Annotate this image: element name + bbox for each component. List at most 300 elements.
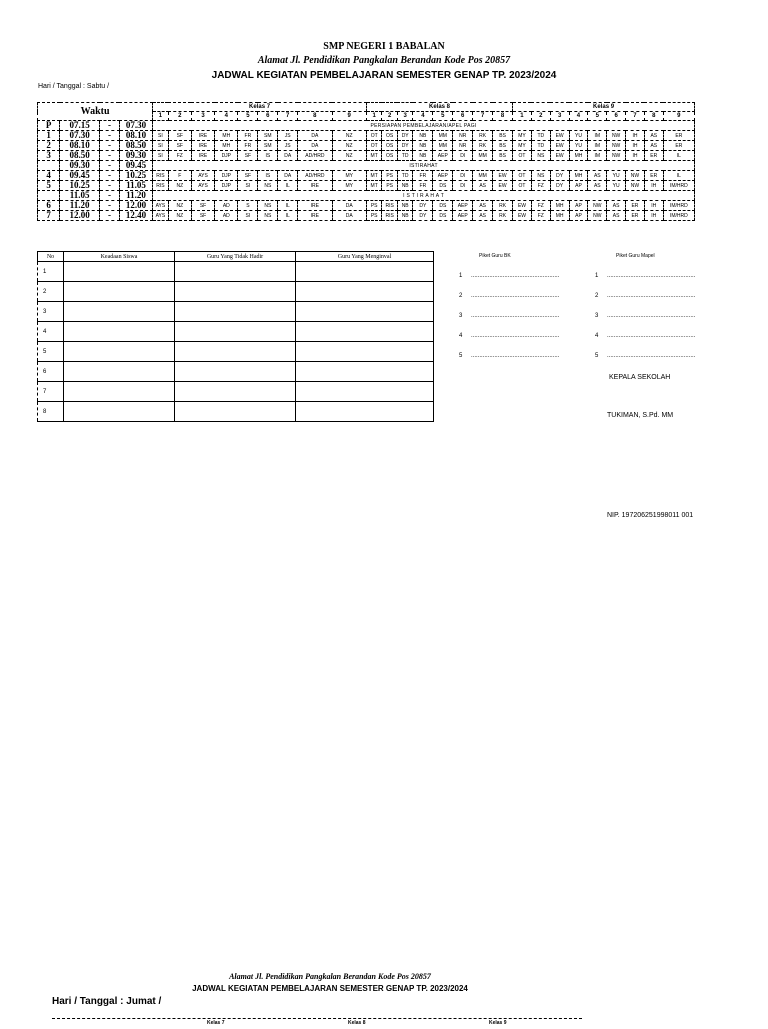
teacher-code-cell: IM (588, 151, 607, 161)
teacher-code-cell: DJP (215, 151, 238, 161)
absence-blank-cell (296, 322, 434, 342)
teacher-code-cell: DY (397, 141, 413, 151)
teacher-code-cell: IS (258, 151, 278, 161)
time-end: 09.30 (119, 151, 152, 161)
teacher-code-cell: NR (453, 131, 473, 141)
teacher-code-cell: IH (644, 181, 663, 191)
teacher-code-cell: MM (473, 151, 493, 161)
time-start: 11.05 (60, 191, 100, 201)
time-end: 11.05 (119, 181, 152, 191)
teacher-code-cell: NW (607, 151, 626, 161)
teacher-code-cell: ER (663, 131, 694, 141)
teacher-code-cell: IH (644, 211, 663, 221)
time-end: 11.20 (119, 191, 152, 201)
piket-bk-title: Piket Guru BK (479, 253, 511, 259)
piket-mapel-line-number: 3 (595, 313, 599, 319)
teacher-code-cell: IS (258, 171, 278, 181)
teacher-code-cell: IM/HRD (663, 201, 694, 211)
teacher-code-cell: NB (413, 131, 433, 141)
schedule-row (38, 141, 695, 151)
teacher-code-cell: RIS (153, 171, 169, 181)
page2-title: JADWAL KEGIATAN PEMBELAJARAN SEMESTER GENAP TP. 2023/2024 (192, 984, 468, 993)
teacher-code-cell: ER (644, 151, 663, 161)
class-group-header: Kelas 9 (513, 103, 695, 112)
teacher-code-cell: DI (453, 181, 473, 191)
time-start: 09.45 (60, 171, 100, 181)
teacher-code-cell: RIS (382, 211, 398, 221)
class-number: 9 (332, 112, 366, 121)
piket-mapel-title: Piket Guru Mapel (616, 253, 655, 259)
teacher-code-cell: NW (626, 171, 645, 181)
absence-row (38, 382, 434, 402)
teacher-code-cell: FZ (531, 201, 550, 211)
teacher-code-cell: MY (513, 141, 532, 151)
teacher-code-cell: DA (332, 211, 366, 221)
teacher-code-cell: TD (531, 131, 550, 141)
piket-mapel-line-dots: ..................................................... (607, 333, 696, 339)
teacher-code-cell: DY (413, 201, 433, 211)
teacher-code-cell: ER (626, 211, 645, 221)
teacher-code-cell: IH (626, 131, 645, 141)
teacher-code-cell: AP (569, 201, 588, 211)
absence-blank-cell (175, 262, 296, 282)
teacher-code-cell: SM (258, 141, 278, 151)
time-separator: - (100, 211, 120, 221)
schedule-row (38, 171, 695, 181)
schedule-row (38, 131, 695, 141)
teacher-code-cell: FZ (531, 181, 550, 191)
teacher-code-cell: SI (238, 181, 258, 191)
teacher-code-cell: OT (366, 131, 382, 141)
principal-name: TUKIMAN, S.Pd. MM (607, 412, 674, 419)
absence-row-number: 2 (38, 282, 64, 302)
teacher-code-cell: NB (413, 141, 433, 151)
teacher-code-cell: DI (453, 171, 473, 181)
teacher-code-cell: JS (278, 141, 298, 151)
teacher-code-cell: AS (473, 201, 493, 211)
class-number: 7 (278, 112, 298, 121)
page2-kelas-7: Kelas 7 (207, 1020, 225, 1026)
teacher-code-cell: EW (513, 201, 532, 211)
class-number: 3 (191, 112, 214, 121)
teacher-code-cell: MT (366, 181, 382, 191)
teacher-code-cell: IH (626, 151, 645, 161)
teacher-code-cell: AYS (191, 171, 214, 181)
teacher-code-cell: IRE (191, 131, 214, 141)
piket-mapel-line-dots: ..................................................... (607, 313, 696, 319)
teacher-code-cell: IRE (298, 211, 332, 221)
class-number: 3 (397, 112, 413, 121)
waktu-header: Waktu (38, 103, 153, 121)
teacher-code-cell: NZ (168, 181, 191, 191)
class-number: 7 (473, 112, 493, 121)
teacher-code-cell: JS (278, 131, 298, 141)
time-start: 08.50 (60, 151, 100, 161)
absence-blank-cell (296, 382, 434, 402)
teacher-code-cell: AD/HRD (298, 171, 332, 181)
teacher-code-cell: DY (550, 181, 569, 191)
teacher-code-cell: NS (258, 181, 278, 191)
teacher-code-cell: MH (569, 151, 588, 161)
time-separator: - (100, 171, 120, 181)
teacher-code-cell: OT (513, 151, 532, 161)
teacher-code-cell: AS (607, 211, 626, 221)
teacher-code-cell: IRE (298, 201, 332, 211)
time-start: 07.30 (60, 131, 100, 141)
teacher-code-cell: SI (238, 211, 258, 221)
piket-bk-line-dots: ..................................................... (471, 313, 560, 319)
teacher-code-cell: MH (215, 131, 238, 141)
teacher-code-cell: S (238, 201, 258, 211)
teacher-code-cell: OT (366, 141, 382, 151)
time-start: 10.25 (60, 181, 100, 191)
teacher-code-cell: MM (433, 131, 453, 141)
period-number: 2 (38, 141, 60, 151)
teacher-code-cell: PS (382, 181, 398, 191)
piket-mapel-line-number: 4 (595, 333, 599, 339)
class-number: 3 (550, 112, 569, 121)
time-separator: - (100, 121, 120, 131)
teacher-code-cell: NW (607, 131, 626, 141)
teacher-code-cell: NW (607, 141, 626, 151)
teacher-code-cell: NW (588, 201, 607, 211)
teacher-code-cell: ER (663, 141, 694, 151)
absence-header: Keadaan Siswa (64, 252, 175, 262)
absence-blank-cell (64, 262, 175, 282)
time-end: 12.00 (119, 201, 152, 211)
teacher-code-cell: PS (366, 211, 382, 221)
piket-bk-line-dots: ..................................................... (471, 333, 560, 339)
teacher-code-cell: RK (493, 201, 513, 211)
piket-mapel-line-dots: ..................................................... (607, 293, 696, 299)
teacher-code-cell: FZ (168, 151, 191, 161)
absence-row (38, 322, 434, 342)
period-number: 3 (38, 151, 60, 161)
schedule-table (37, 102, 695, 221)
absence-header: Guru Yang Tidak Hadir (175, 252, 296, 262)
period-number: 6 (38, 201, 60, 211)
teacher-code-cell: NS (531, 151, 550, 161)
piket-mapel-line-number: 1 (595, 273, 599, 279)
teacher-code-cell: IH (644, 201, 663, 211)
teacher-code-cell: YU (607, 181, 626, 191)
teacher-code-cell: RIS (153, 181, 169, 191)
teacher-code-cell: YU (569, 141, 588, 151)
teacher-code-cell: AP (569, 181, 588, 191)
teacher-code-cell: NR (453, 141, 473, 151)
time-separator: - (100, 201, 120, 211)
teacher-code-cell: SM (258, 131, 278, 141)
schedule-row (38, 151, 695, 161)
absence-blank-cell (296, 402, 434, 422)
time-start: 11.20 (60, 201, 100, 211)
activity-banner: I S T I R A H A T (153, 191, 695, 201)
piket-bk-line-number: 5 (459, 353, 463, 359)
class-number: 8 (298, 112, 332, 121)
absence-row (38, 402, 434, 422)
teacher-code-cell: DS (433, 211, 453, 221)
absence-row-number: 6 (38, 362, 64, 382)
teacher-code-cell: AEP (433, 151, 453, 161)
time-start: 07.15 (60, 121, 100, 131)
class-number: 5 (588, 112, 607, 121)
teacher-code-cell: F (168, 171, 191, 181)
schedule-row (38, 161, 695, 171)
page2-hari-tanggal: Hari / Tanggal : Jumat / (52, 996, 162, 1007)
teacher-code-cell: MT (366, 151, 382, 161)
piket-bk-line-number: 3 (459, 313, 463, 319)
absence-blank-cell (296, 262, 434, 282)
principal-nip: NIP. 197206251998011 001 (607, 512, 694, 519)
teacher-code-cell: AS (644, 141, 663, 151)
class-number: 8 (493, 112, 513, 121)
teacher-code-cell: YU (607, 171, 626, 181)
absence-blank-cell (64, 322, 175, 342)
period-number (38, 191, 60, 201)
teacher-code-cell: NS (258, 201, 278, 211)
teacher-code-cell: MM (473, 171, 493, 181)
absence-blank-cell (175, 322, 296, 342)
absence-blank-cell (175, 282, 296, 302)
absence-blank-cell (175, 342, 296, 362)
teacher-code-cell: FR (413, 181, 433, 191)
teacher-code-cell: TD (531, 141, 550, 151)
absence-blank-cell (175, 402, 296, 422)
class-number: 2 (382, 112, 398, 121)
teacher-code-cell: IRE (191, 151, 214, 161)
class-number: 5 (238, 112, 258, 121)
absence-row-number: 8 (38, 402, 64, 422)
piket-bk-line-number: 4 (459, 333, 463, 339)
teacher-code-cell: DA (278, 171, 298, 181)
teacher-code-cell: RK (493, 211, 513, 221)
teacher-code-cell: DA (278, 151, 298, 161)
piket-mapel-line-dots: ..................................................... (607, 353, 696, 359)
absence-row-number: 7 (38, 382, 64, 402)
teacher-code-cell: BS (493, 131, 513, 141)
teacher-code-cell: MY (332, 171, 366, 181)
teacher-code-cell: NZ (168, 201, 191, 211)
absence-row-number: 5 (38, 342, 64, 362)
teacher-code-cell: MY (332, 181, 366, 191)
teacher-code-cell: MH (569, 171, 588, 181)
absence-row-number: 3 (38, 302, 64, 322)
teacher-code-cell: SF (168, 141, 191, 151)
teacher-code-cell: AD (215, 211, 238, 221)
principal-role: KEPALA SEKOLAH (609, 374, 671, 381)
teacher-code-cell: ER (644, 171, 663, 181)
class-number: 8 (644, 112, 663, 121)
absence-blank-cell (175, 302, 296, 322)
time-separator: - (100, 161, 120, 171)
teacher-code-cell: AYS (153, 211, 169, 221)
schedule-row (38, 211, 695, 221)
teacher-code-cell: AP (569, 211, 588, 221)
class-number: 4 (413, 112, 433, 121)
time-end: 10.25 (119, 171, 152, 181)
teacher-code-cell: RIS (382, 201, 398, 211)
class-group-header: Kelas 7 (153, 103, 367, 112)
teacher-code-cell: DY (413, 211, 433, 221)
teacher-code-cell: MH (550, 201, 569, 211)
teacher-code-cell: SF (238, 171, 258, 181)
piket-bk-line-dots: ..................................................... (471, 293, 560, 299)
teacher-code-cell: SF (191, 201, 214, 211)
teacher-code-cell: IM/HRD (663, 211, 694, 221)
time-end: 07.30 (119, 121, 152, 131)
class-number: 1 (153, 112, 169, 121)
absence-row (38, 362, 434, 382)
time-separator: - (100, 181, 120, 191)
absence-blank-cell (64, 362, 175, 382)
teacher-code-cell: SF (191, 211, 214, 221)
teacher-code-cell: NB (413, 151, 433, 161)
teacher-code-cell: NS (258, 211, 278, 221)
teacher-code-cell: AD/HRD (298, 151, 332, 161)
teacher-code-cell: IL (278, 201, 298, 211)
teacher-code-cell: MM (433, 141, 453, 151)
teacher-code-cell: NB (397, 211, 413, 221)
teacher-code-cell: IL (278, 181, 298, 191)
time-start: 09.30 (60, 161, 100, 171)
teacher-code-cell: FR (238, 131, 258, 141)
time-separator: - (100, 131, 120, 141)
teacher-code-cell: TD (397, 151, 413, 161)
teacher-code-cell: NB (397, 181, 413, 191)
absence-blank-cell (296, 362, 434, 382)
absence-row (38, 262, 434, 282)
absence-blank-cell (64, 382, 175, 402)
class-number: 5 (433, 112, 453, 121)
teacher-code-cell: AD (215, 201, 238, 211)
class-number: 1 (366, 112, 382, 121)
school-address: Alamat Jl. Pendidikan Pangkalan Berandan Kode Pos 20857 (257, 55, 511, 66)
teacher-code-cell: RK (473, 141, 493, 151)
piket-bk-line-dots: ..................................................... (471, 273, 560, 279)
time-end: 08.10 (119, 131, 152, 141)
teacher-code-cell: AEP (453, 201, 473, 211)
teacher-code-cell: OS (382, 131, 398, 141)
teacher-code-cell: IM/HRD (663, 181, 694, 191)
teacher-code-cell: OT (513, 181, 532, 191)
absence-blank-cell (64, 282, 175, 302)
teacher-code-cell: IRE (298, 181, 332, 191)
absence-blank-cell (64, 402, 175, 422)
teacher-code-cell: NZ (332, 131, 366, 141)
teacher-code-cell: YU (569, 131, 588, 141)
teacher-code-cell: MH (215, 141, 238, 151)
teacher-code-cell: IL (278, 211, 298, 221)
absence-blank-cell (296, 302, 434, 322)
teacher-code-cell: EW (550, 131, 569, 141)
teacher-code-cell: EW (550, 151, 569, 161)
schedule-row (38, 121, 695, 131)
teacher-code-cell: DY (550, 171, 569, 181)
teacher-code-cell: AS (607, 201, 626, 211)
teacher-code-cell: EW (550, 141, 569, 151)
absence-row (38, 302, 434, 322)
class-number: 6 (607, 112, 626, 121)
teacher-code-cell: NS (531, 171, 550, 181)
teacher-code-cell: AS (473, 181, 493, 191)
piket-bk-line-dots: ..................................................... (471, 353, 560, 359)
teacher-code-cell: SI (153, 141, 169, 151)
absence-blank-cell (64, 342, 175, 362)
teacher-code-cell: AS (473, 211, 493, 221)
teacher-code-cell: EW (493, 181, 513, 191)
teacher-code-cell: DA (332, 201, 366, 211)
schedule-row (38, 201, 695, 211)
teacher-code-cell: AEP (453, 211, 473, 221)
teacher-code-cell: OT (513, 171, 532, 181)
period-number: P (38, 121, 60, 131)
page2-address: Alamat Jl. Pendidikan Pangkalan Berandan Kode Pos 20857 (229, 972, 431, 981)
time-separator: - (100, 141, 120, 151)
teacher-code-cell: OS (382, 151, 398, 161)
class-group-header: Kelas 8 (366, 103, 512, 112)
class-number: 4 (215, 112, 238, 121)
teacher-code-cell: SF (168, 131, 191, 141)
absence-blank-cell (64, 302, 175, 322)
time-end: 08.50 (119, 141, 152, 151)
absence-blank-cell (296, 342, 434, 362)
time-separator: - (100, 151, 120, 161)
teacher-code-cell: MY (513, 131, 532, 141)
teacher-code-cell: FR (413, 171, 433, 181)
time-separator: - (100, 191, 120, 201)
teacher-code-cell: AYS (191, 181, 214, 191)
absence-table (37, 251, 434, 422)
teacher-code-cell: FZ (531, 211, 550, 221)
teacher-code-cell: NZ (332, 151, 366, 161)
time-end: 12.40 (119, 211, 152, 221)
teacher-code-cell: DI (453, 151, 473, 161)
teacher-code-cell: SI (153, 131, 169, 141)
teacher-code-cell: SI (153, 151, 169, 161)
class-number: 1 (513, 112, 532, 121)
piket-bk-line-number: 2 (459, 293, 463, 299)
period-number: 4 (38, 171, 60, 181)
absence-header: Guru Yang Menginval (296, 252, 434, 262)
teacher-code-cell: SF (238, 151, 258, 161)
teacher-code-cell: FR (238, 141, 258, 151)
teacher-code-cell: IM (588, 131, 607, 141)
teacher-code-cell: EW (493, 171, 513, 181)
hari-tanggal: Hari / Tanggal : Sabtu / (38, 83, 110, 90)
class-number: 4 (569, 112, 588, 121)
absence-row-number: 1 (38, 262, 64, 282)
class-number: 9 (663, 112, 694, 121)
page2-kelas-9: Kelas 9 (489, 1020, 507, 1026)
teacher-code-cell: DA (298, 131, 332, 141)
page2-kelas-8: Kelas 8 (348, 1020, 366, 1026)
time-start: 12.00 (60, 211, 100, 221)
teacher-code-cell: IL (663, 151, 694, 161)
absence-row (38, 342, 434, 362)
schedule-title: JADWAL KEGIATAN PEMBELAJARAN SEMESTER GENAP TP. 2023/2024 (211, 70, 557, 81)
absence-blank-cell (175, 382, 296, 402)
teacher-code-cell: MT (366, 171, 382, 181)
teacher-code-cell: RK (473, 131, 493, 141)
teacher-code-cell: NB (397, 201, 413, 211)
teacher-code-cell: DS (433, 181, 453, 191)
absence-row (38, 282, 434, 302)
absence-row-number: 4 (38, 322, 64, 342)
teacher-code-cell: AS (588, 171, 607, 181)
school-name: SMP NEGERI 1 BABALAN (323, 41, 445, 52)
teacher-code-cell: DJP (215, 181, 238, 191)
teacher-code-cell: DJP (215, 171, 238, 181)
